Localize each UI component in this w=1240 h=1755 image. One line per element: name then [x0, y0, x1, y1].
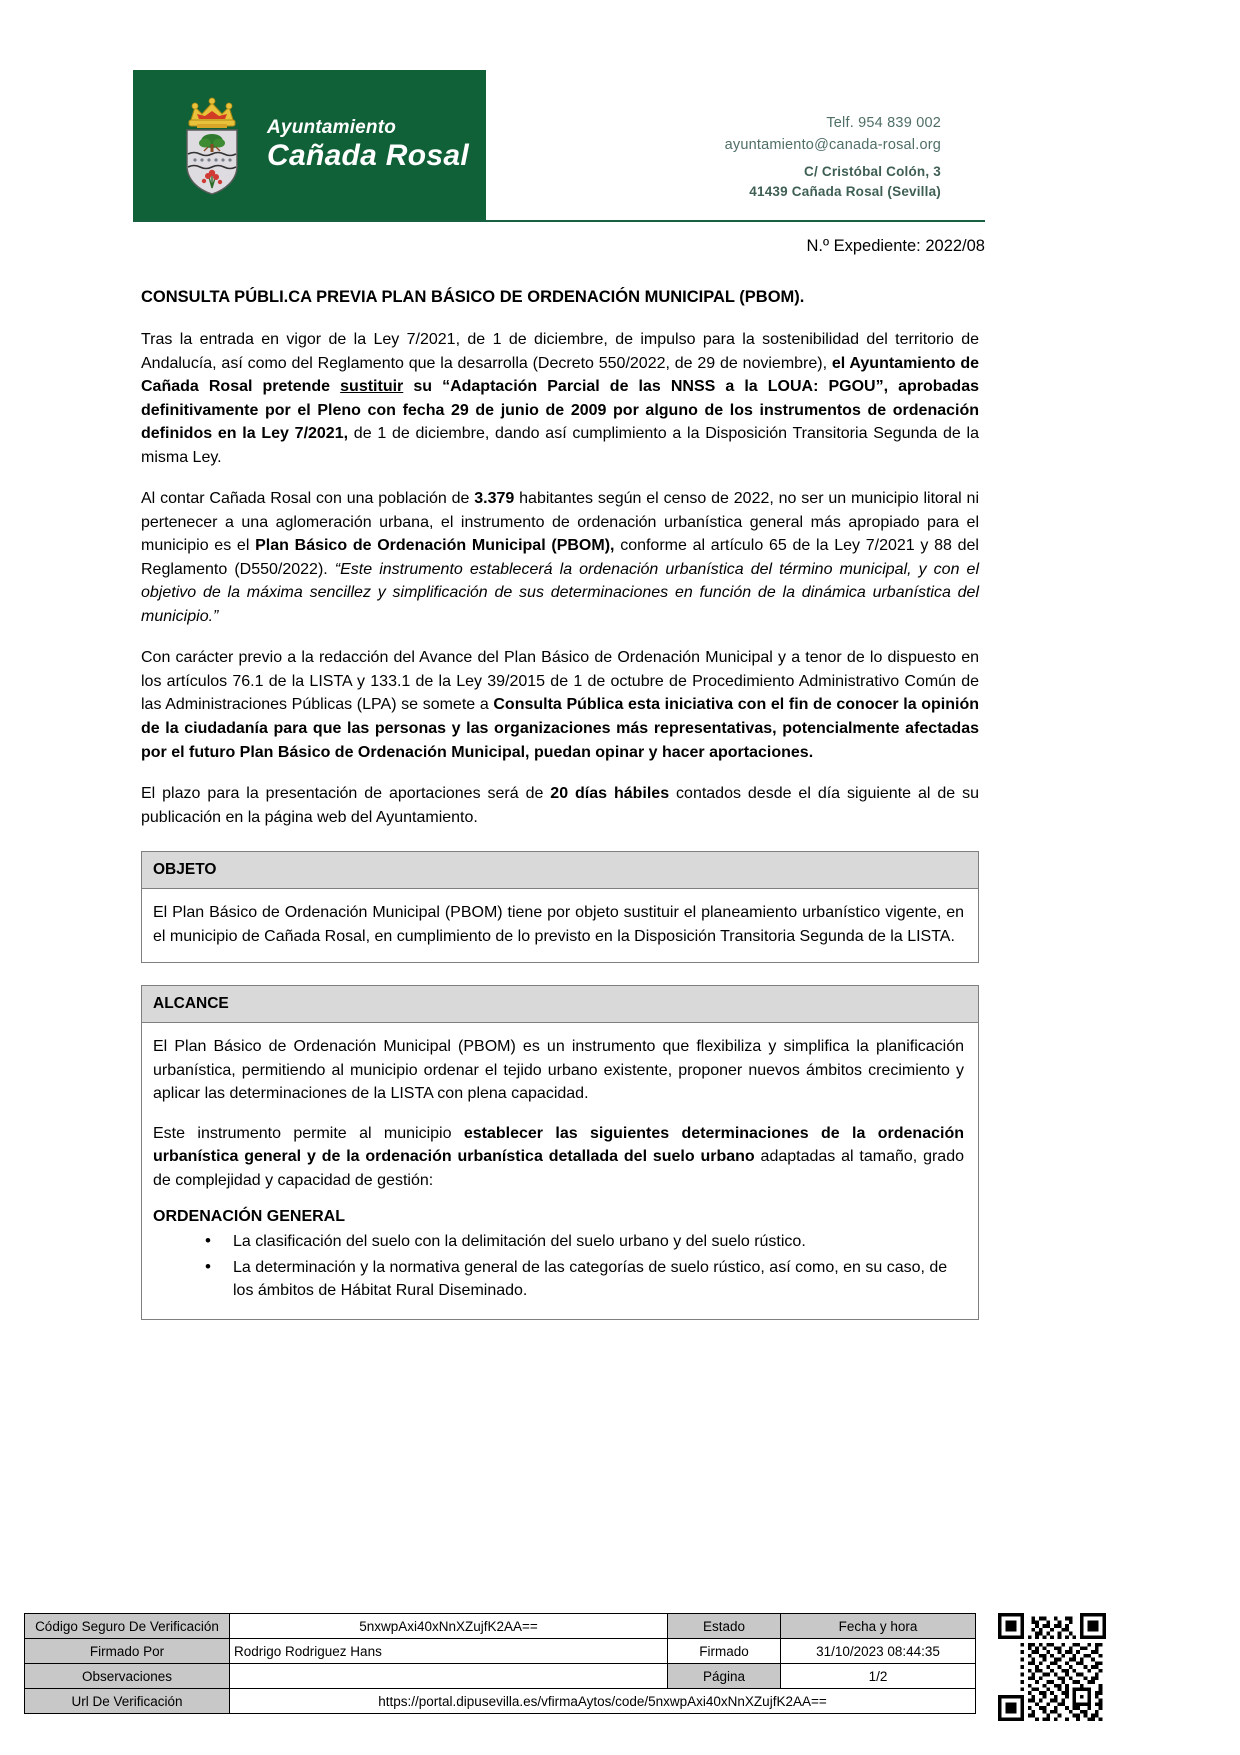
objeto-body	[142, 889, 978, 962]
email-text: ayuntamiento@canada-rosal.org	[724, 137, 941, 154]
objeto-text: El Plan Básico de Ordenación Municipal (PBOM) tiene por objeto sustituir el planeamiento urbanístico vigente, en el municipio de Cañada Rosal, en cumplimiento de lo previsto en la Disposición Transitoria Segunda de la LISTA.	[153, 904, 964, 945]
firmado-label: Firmado Por	[25, 1639, 230, 1664]
url-value[interactable]: https://portal.dipusevilla.es/vfirmaAytos/code/5nxwpAxi40xNnXZujfK2AA==	[230, 1689, 976, 1714]
pagina-value: 1/2	[781, 1664, 976, 1689]
p2-seg-d: Plan Básico de Ordenación Municipal (PBOM),	[255, 537, 615, 555]
p2-seg-a: Al contar Cañada Rosal con una población de	[141, 490, 475, 508]
estado-header: Estado	[668, 1614, 781, 1639]
pagina-label: Página	[668, 1664, 781, 1689]
list-item: • La clasificación del suelo con la delimitación del suelo urbano y del suelo rústico.	[205, 1230, 964, 1254]
verification-footer	[24, 1613, 1216, 1721]
alcance-p2-seg-a: Este instrumento permite al municipio	[153, 1124, 464, 1142]
objeto-heading: OBJETO	[142, 852, 978, 889]
ordenacion-general-heading: ORDENACIÓN GENERAL	[153, 1208, 346, 1226]
ordenacion-general-list	[153, 1230, 964, 1303]
p4-seg-a: El plazo para la presentación de aportaciones será de	[141, 785, 551, 803]
p1-seg-d: su	[403, 378, 443, 396]
p3-seg-a: Con carácter previo a la redacción del Avance del Plan Básico de Ordenación Municipal y a tenor de lo dispuesto en los artículos 76.1 de la LISTA y 133.1 de la Ley 39/2015 de 1 de octubre de Procedimiento Administrativo Común de las Administraciones Públicas (LPA) se somete a	[141, 649, 979, 714]
url-label: Url De Verificación	[25, 1689, 230, 1714]
letterhead-contact-panel	[486, 70, 985, 220]
table-row	[25, 1664, 976, 1689]
table-row	[25, 1689, 976, 1714]
letterhead-green-panel	[133, 70, 486, 220]
coat-of-arms-icon	[175, 94, 249, 196]
contact-primary	[725, 112, 941, 157]
list-item: • La determinación y la normativa general de las categorías de suelo rústico, así como, en su caso, de los ámbitos de Hábitat Rural Diseminado.	[205, 1256, 964, 1303]
qr-code-icon	[998, 1613, 1106, 1721]
verification-table	[24, 1613, 976, 1714]
p4-plazo: 20 días hábiles	[550, 785, 670, 803]
alcance-p2-seg-c: adaptadas al tamaño, grado de complejidad y capacidad de gestión:	[153, 1148, 964, 1189]
paragraph-4	[141, 782, 979, 829]
address-line2: 41439 Cañada Rosal (Sevilla)	[749, 184, 941, 200]
estado-value: Firmado	[668, 1639, 781, 1664]
p1-seg-sustituir: sustituir	[340, 378, 404, 396]
table-row	[25, 1614, 976, 1639]
paragraph-2	[141, 487, 979, 628]
alcance-body	[142, 1023, 978, 1319]
firmado-value: Rodrigo Rodriguez Hans	[230, 1639, 668, 1664]
objeto-box	[141, 851, 979, 963]
p1-seg-a: Tras la entrada en vigor de la Ley 7/2021, de 1 de diciembre, de impulso para la sostenibilidad del territorio de Andalucía, así como del Reglamento que la desarrolla (Decreto 550/2022, de 29 de noviembre),	[141, 331, 979, 372]
observaciones-value	[230, 1664, 668, 1689]
p4-seg-c: contados desde el día siguiente al de su publicación en la página web del Ayuntamiento.	[141, 785, 979, 826]
letterhead-titles	[267, 118, 469, 171]
p2-seg-c: habitantes según el censo de 2022, no ser un municipio litoral ni pertenecer a una aglomeración urbana, el instrumento de ordenación urbanística general más apropiado para el municipio es el	[141, 490, 980, 555]
org-name-line2: Cañada Rosal	[267, 139, 469, 173]
observaciones-label: Observaciones	[25, 1664, 230, 1689]
p2-population: 3.379	[474, 490, 515, 508]
page-title: CONSULTA PÚBLI.CA PREVIA PLAN BÁSICO DE ORDENACIÓN MUNICIPAL (PBOM).	[141, 288, 805, 306]
letterhead	[133, 70, 985, 222]
fecha-value: 31/10/2023 08:44:35	[781, 1639, 976, 1664]
fecha-header: Fecha y hora	[781, 1614, 976, 1639]
p1-seg-e: “Adaptación Parcial de las NNSS a la LOUA: PGOU”, aprobadas definitivamente por el Pleno con fecha 29 de junio de 2009 por alguno de los instrumentos de ordenación definidos en la Ley 7/2021,	[141, 378, 980, 443]
paragraph-1	[141, 328, 979, 469]
table-row	[25, 1639, 976, 1664]
csv-label: Código Seguro De Verificación	[25, 1614, 230, 1639]
csv-value: 5nxwpAxi40xNnXZujfK2AA==	[230, 1614, 668, 1639]
contact-address	[749, 162, 941, 203]
paragraph-3	[141, 646, 979, 764]
org-name-line1: Ayuntamiento	[267, 117, 397, 139]
address-line1: C/ Cristóbal Colón, 3	[804, 164, 941, 179]
p1-seg-f: de 1 de diciembre, dando así cumplimiento a la Disposición Transitoria Segunda de la misma Ley.	[141, 425, 979, 466]
p3-seg-b: Consulta Pública esta iniciativa con el fin de conocer la opinión de la ciudadanía para que las personas y las organizaciones más representativas, potencialmente afectadas por el futuro Plan Básico de Ordenación Municipal, puedan opinar y hacer aportaciones.	[141, 696, 980, 761]
expediente-number: N.º Expediente: 2022/08	[806, 237, 985, 255]
alcance-heading: ALCANCE	[142, 986, 978, 1023]
alcance-box	[141, 985, 979, 1320]
alcance-paragraph-1: El Plan Básico de Ordenación Municipal (PBOM) es un instrumento que flexibiliza y simplifica la planificación urbanística, permitiendo al municipio ordenar el tejido urbano existente, proponer nuevos ámbitos crecimiento y aplicar las determinaciones de la LISTA con plena capacidad.	[153, 1038, 964, 1103]
p2-seg-e: conforme al artículo 65 de la Ley 7/2021 y 88 del Reglamento (D550/2022).	[141, 537, 979, 578]
p1-seg-b: el Ayuntamiento de Cañada Rosal pretende	[141, 354, 979, 396]
alcance-paragraph-2	[153, 1122, 964, 1193]
phone-text: Telf. 954 839 002	[826, 115, 941, 131]
p2-quote: “Este instrumento establecerá la ordenación urbanística del término municipal, y con el objetivo de la máxima sencillez y simplificación de sus determinaciones en función de la dinámica urbanística del municipio.”	[141, 560, 979, 625]
alcance-p2-seg-b: establecer las siguientes determinaciones de la ordenación urbanística general y de la ordenación urbanística detallada del suelo urbano	[153, 1124, 964, 1166]
document-body	[141, 286, 979, 1320]
